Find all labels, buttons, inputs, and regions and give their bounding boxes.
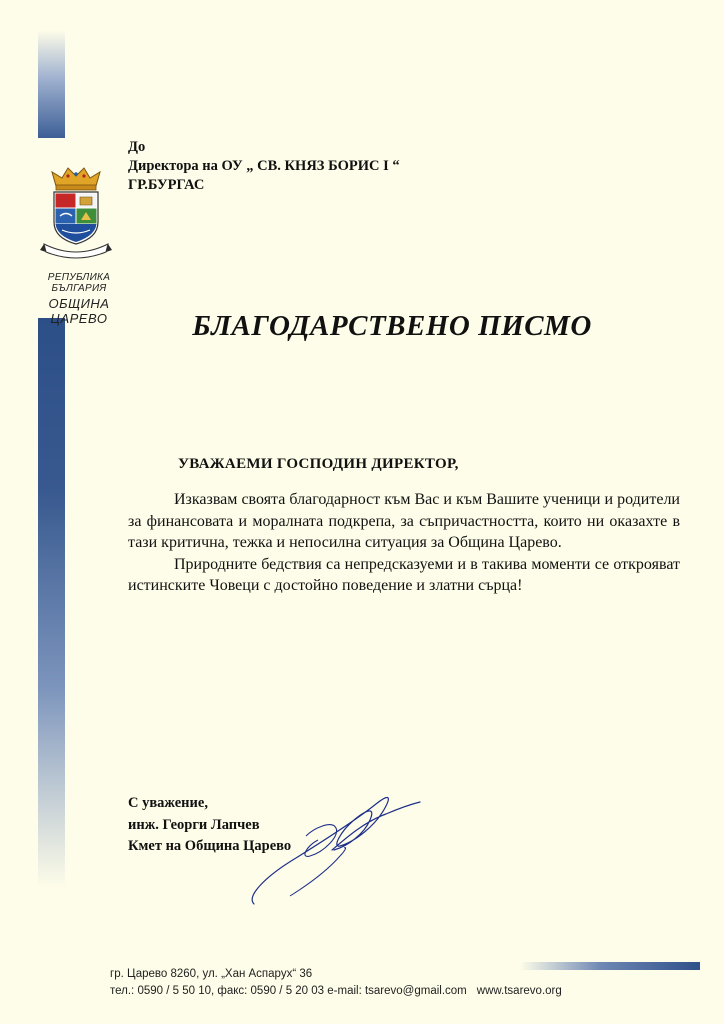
- decorative-bar-side: [38, 318, 65, 888]
- republic-name: РЕПУБЛИКА БЪЛГАРИЯ: [47, 272, 111, 294]
- recipient-address: [128, 138, 400, 195]
- letter-title: БЛАГОДАРСТВЕНО ПИСМО: [192, 310, 592, 342]
- signatory-name: инж. Георги Лапчев: [128, 816, 260, 833]
- footer-phone-email: тел.: 0590 / 5 50 10, факс: 0590 / 5 20 03 e-mail: tsarevo@gmail.com: [110, 985, 467, 997]
- footer-contacts: [110, 966, 562, 1000]
- handwritten-signature-icon: [236, 776, 426, 916]
- recipient-line-3: ГР.БУРГАС: [128, 177, 205, 193]
- closing-regards: С уважение,: [128, 795, 208, 811]
- decorative-bar-top: [38, 30, 65, 138]
- body-paragraph-2: Природните бедствия са непредсказуеми и в такива моменти се открояват истинските Човеци с достойно поведение и златни сърца!: [128, 555, 680, 594]
- letter-title-row: [0, 310, 724, 343]
- footer-address: гр. Царево 8260, ул. „Хан Аспарух“ 36: [110, 968, 313, 980]
- recipient-line-2: Директора на ОУ „ СВ. КНЯЗ БОРИС I “: [128, 158, 400, 174]
- footer-website: www.tsarevo.org: [476, 985, 562, 997]
- body-paragraph-1: Изказвам своята благодарност към Вас и към Вашите ученици и родители за финансовата и моралната подкрепа, за съпричастността, които ни оказахте в тази критична, тежка и непосилна ситуация за Община Царево.: [128, 491, 680, 551]
- footer-contact-line: [110, 983, 562, 1000]
- recipient-line-1: До: [128, 139, 146, 155]
- signatory-position: Кмет на Община Царево: [128, 838, 292, 854]
- tsarevo-coat-of-arms-icon: [40, 164, 112, 260]
- salutation: УВАЖАЕМИ ГОСПОДИН ДИРЕКТОР,: [178, 456, 459, 472]
- municipality-name: ОБЩИНА ЦАРЕВО: [48, 296, 110, 326]
- letter-body: [128, 489, 680, 597]
